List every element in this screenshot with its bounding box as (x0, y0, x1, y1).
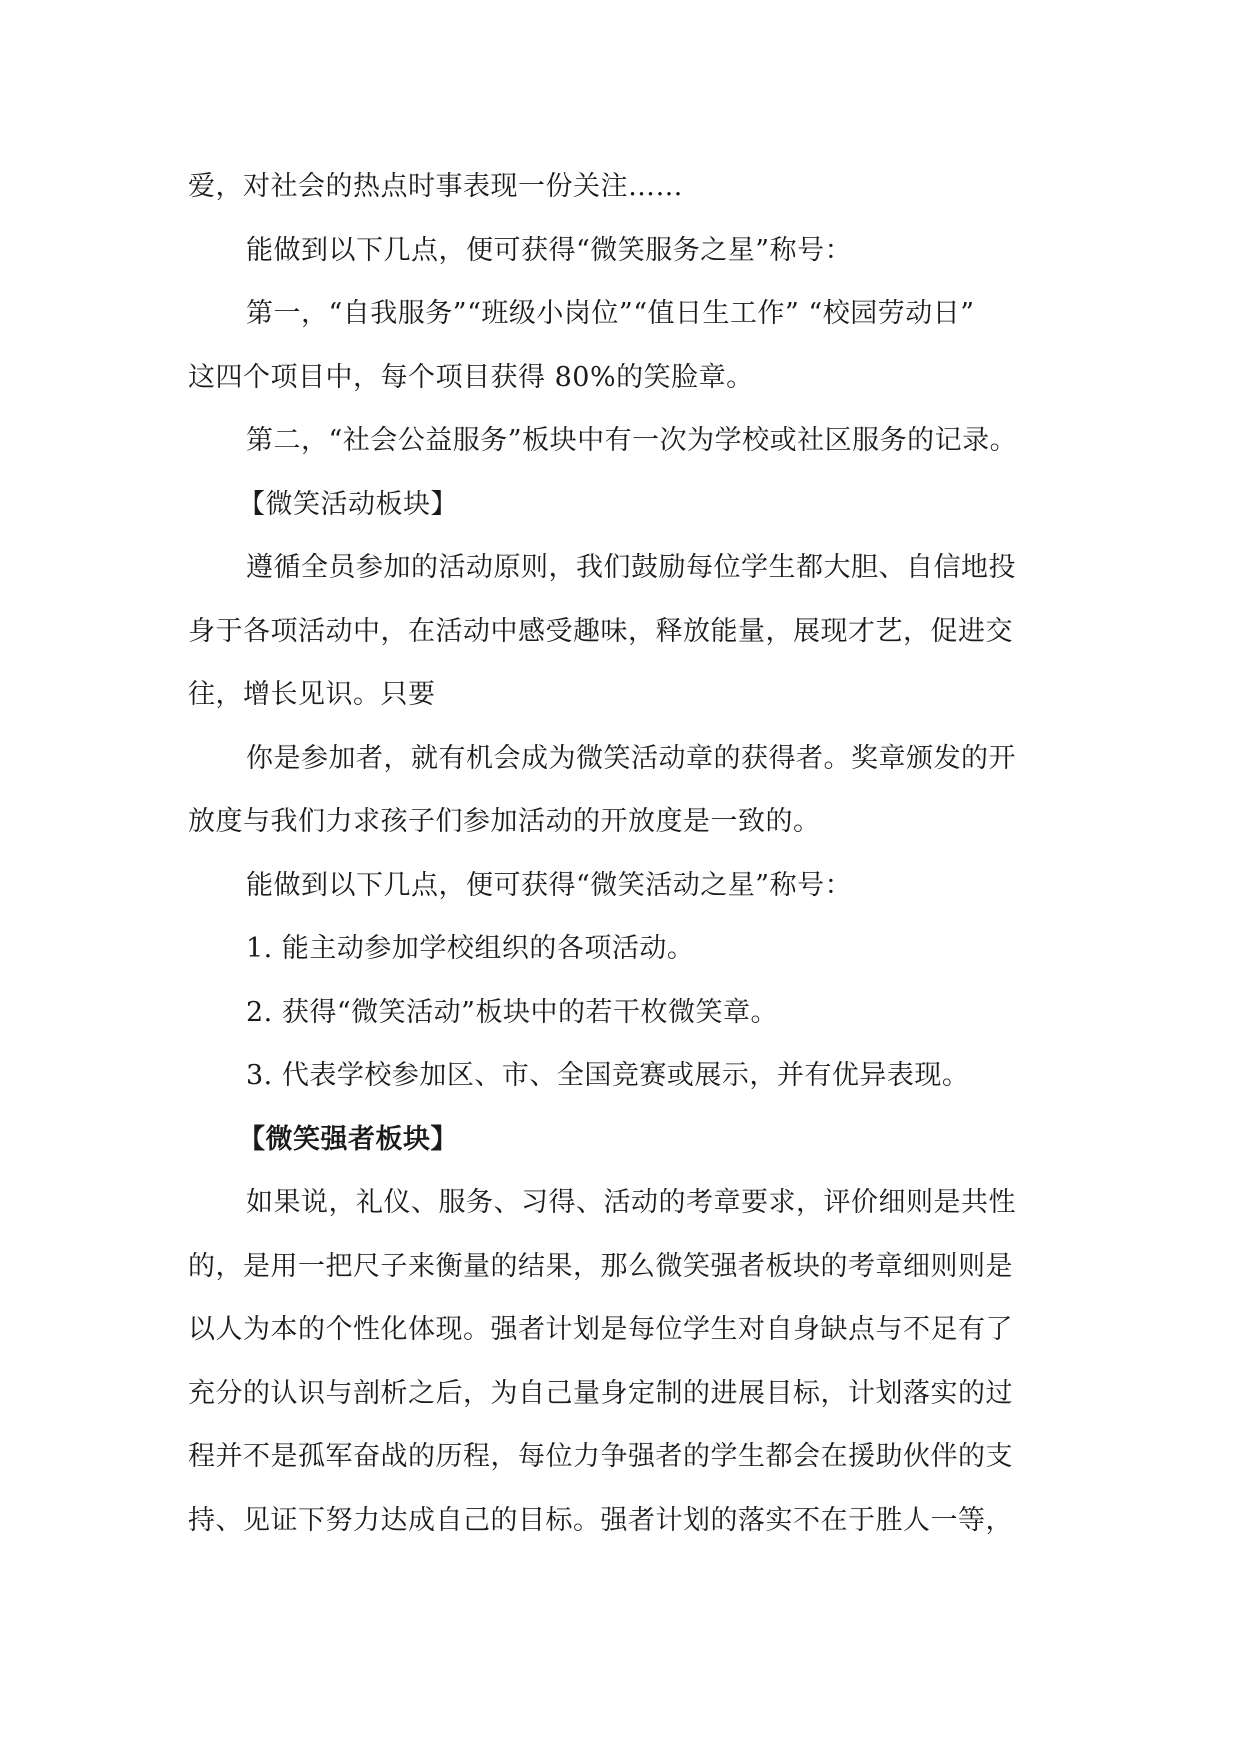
paragraph-line-activity-1: 遵循全员参加的活动原则，我们鼓励每位学生都大胆、自信地投 (246, 552, 1016, 583)
list-item-activity-1: 1. 能主动参加学校组织的各项活动。 (246, 933, 695, 964)
paragraph-line-activity-5: 放度与我们力求孩子们参加活动的开放度是一致的。 (188, 806, 821, 837)
paragraph-line-service-first-cont: 这四个项目中，每个项目获得 80%的笑脸章。 (188, 361, 754, 393)
paragraph-line-strong-2: 的，是用一把尺子来衡量的结果，那么微笑强者板块的考章细则则是 (188, 1250, 1013, 1282)
paragraph-line-strong-1: 如果说，礼仪、服务、习得、活动的考章要求，评价细则是共性 (246, 1187, 1016, 1218)
list-item-activity-3: 3. 代表学校参加区、市、全国竞赛或展示，并有优异表现。 (246, 1060, 970, 1091)
paragraph-line-activity-4: 你是参加者，就有机会成为微笑活动章的获得者。奖章颁发的开 (246, 742, 1016, 774)
list-item-activity-2: 2. 获得“微笑活动”板块中的若干枚微笑章。 (246, 996, 778, 1028)
paragraph-line-strong-3: 以人为本的个性化体现。强者计划是每位学生对自身缺点与不足有了 (188, 1314, 1013, 1345)
paragraph-line-service-star-intro: 能做到以下几点，便可获得“微笑服务之星”称号： (246, 234, 853, 266)
section-heading-activity: 【微笑活动板块】 (238, 488, 458, 520)
paragraph-line-strong-5: 程并不是孤军奋战的历程，每位力争强者的学生都会在援助伙伴的支 (188, 1441, 1013, 1472)
paragraph-line-strong-4: 充分的认识与剖析之后，为自己量身定制的进展目标，计划落实的过 (188, 1377, 1013, 1409)
paragraph-line-strong-6: 持、见证下努力达成自己的目标。强者计划的落实不在于胜人一等， (188, 1504, 1013, 1536)
paragraph-line-activity-3: 往，增长见识。只要 (188, 679, 436, 710)
paragraph-line-activity-star-intro: 能做到以下几点，便可获得“微笑活动之星”称号： (246, 869, 853, 901)
paragraph-line-activity-2: 身于各项活动中，在活动中感受趣味，释放能量，展现才艺，促进交 (188, 615, 1013, 647)
paragraph-line-service-first: 第一，“自我服务”“班级小岗位”“值日生工作” “校园劳动日” (246, 298, 975, 329)
document-body (188, 155, 1058, 1552)
paragraph-line-service-second: 第二，“社会公益服务”板块中有一次为学校或社区服务的记录。 (246, 425, 1018, 456)
paragraph-line-continuation: 爱，对社会的热点时事表现一份关注…… (188, 171, 683, 202)
section-heading-strong: 【微笑强者板块】 (238, 1123, 458, 1155)
